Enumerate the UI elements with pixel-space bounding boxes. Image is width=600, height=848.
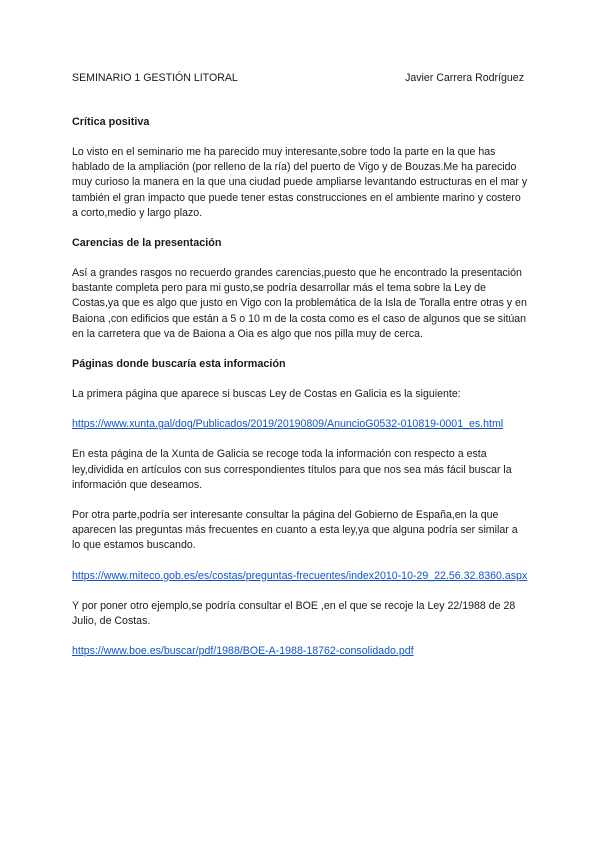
link-xunta[interactable]: https://www.xunta.gal/dog/Publicados/2019/20190809/AnuncioG0532-010819-0001_es.html bbox=[72, 418, 504, 431]
heading-search-pages: Páginas donde buscaría esta información bbox=[72, 358, 286, 371]
paragraph-xunta-description: En esta página de la Xunta de Galicia se recoge toda la información con respecto a esta ley,dividida en artículos con sus correspondientes títulos para que nos sea más fácil buscar la información que deseamos. bbox=[72, 448, 512, 491]
paragraph-positive-critique: Lo visto en el seminario me ha parecido muy interesante,sobre todo la parte en la que has hablado de la ampliación (por relleno de la ría) del puerto de Vigo y de Bouzas.Me ha parecido muy curioso la manera en la que una ciudad puede ampliarse levantando estructuras en el mar y también el gran impacto que puede tener estas construcciones en el ambiente marino y costero a corto,medio y largo plazo. bbox=[72, 146, 528, 219]
paragraph-presentation-gaps: Así a grandes rasgos no recuerdo grandes carencias,puesto que he encontrado la presentación bastante completa pero para mi gusto,se podría desarrollar más el tema sobre la Ley de Costas,ya que es algo que justo en Vigo con la problemática de la Isla de Toralla entre otras y en Baiona ,con edificios que están a 5 o 10 m de la costa como es el caso de algunos que se sitúan en la carretera que va de Baiona a Oia es algo que nos pilla muy de cerca. bbox=[72, 267, 527, 340]
paragraph-boe: Y por poner otro ejemplo,se podría consultar el BOE ,en el que se recoje la Ley 22/1988 de 28 Julio, de Costas. bbox=[72, 599, 516, 628]
link-boe[interactable]: https://www.boe.es/buscar/pdf/1988/BOE-A-1988-18762-consolidado.pdf bbox=[72, 645, 414, 658]
document-header bbox=[72, 71, 524, 85]
paragraph-gobierno: Por otra parte,podría ser interesante consultar la página del Gobierno de España,en la que aparecen las preguntas más frecuentes en cuanto a esta ley,ya que alguna podría ser similar a lo que estamos buscando. bbox=[72, 509, 518, 552]
document-author: Javier Carrera Rodríguez bbox=[405, 72, 524, 84]
heading-positive-critique: Crítica positiva bbox=[72, 116, 150, 128]
document-body bbox=[72, 115, 528, 674]
link-miteco[interactable]: https://www.miteco.gob.es/es/costas/preguntas-frecuentes/index2010-10-29_22.56.32.8360.aspx bbox=[72, 569, 528, 582]
heading-presentation-gaps: Carencias de la presentación bbox=[72, 237, 222, 250]
paragraph-first-page: La primera página que aparece si buscas Ley de Costas en Galicia es la siguiente: bbox=[72, 388, 461, 401]
document-title: SEMINARIO 1 GESTIÓN LITORAL bbox=[72, 72, 238, 84]
